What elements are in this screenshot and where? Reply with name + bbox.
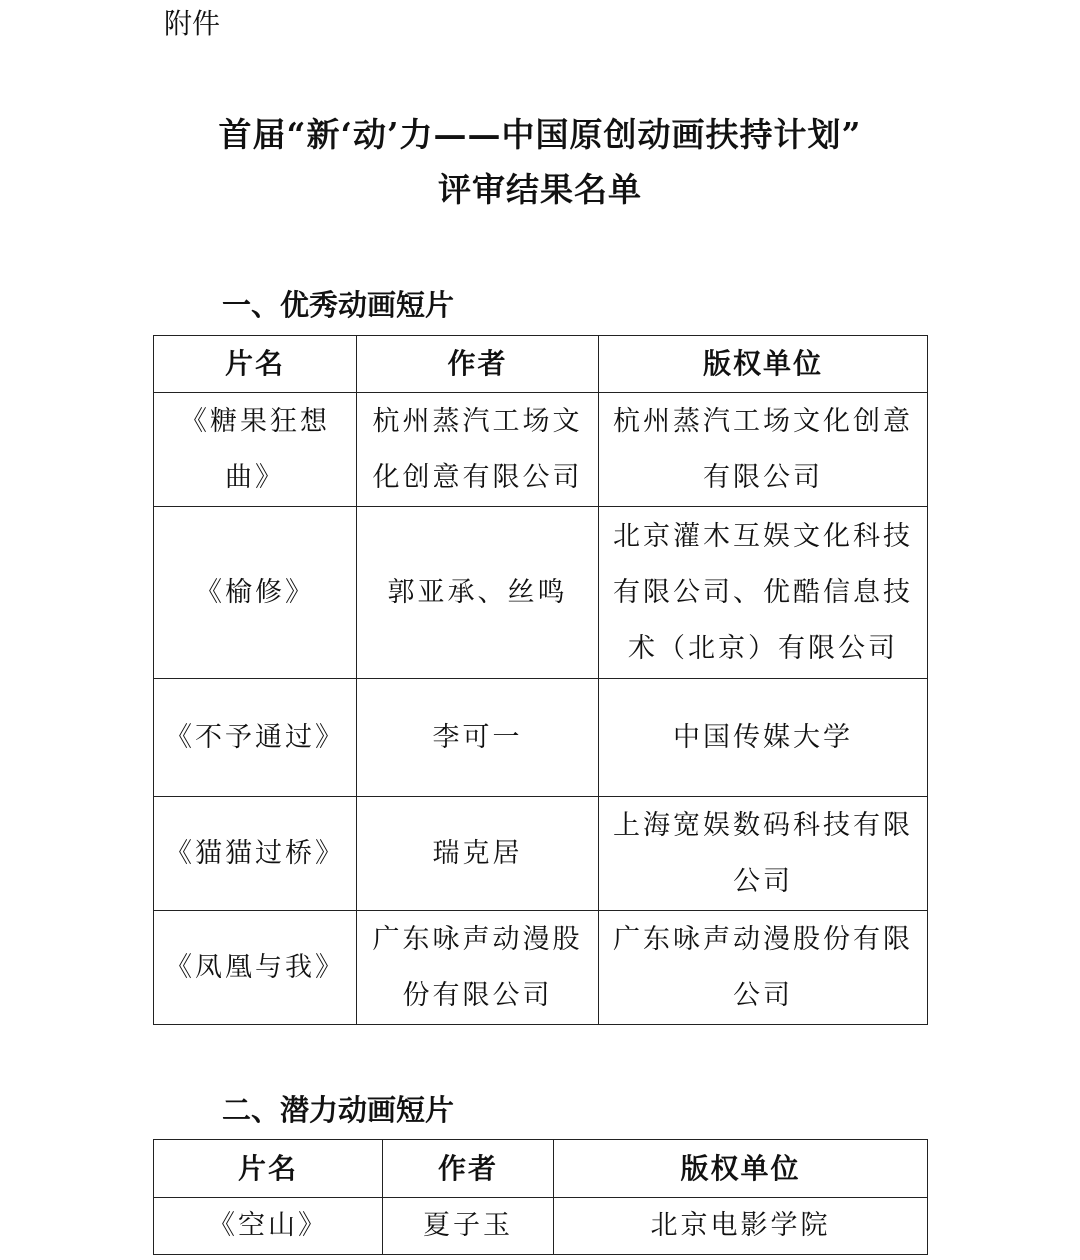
table-row	[154, 679, 928, 797]
cell-copyright: 上海宽娱数码科技有限公司	[599, 797, 928, 911]
excellent-shorts-table	[153, 335, 928, 1025]
cell-author: 夏子玉	[383, 1198, 554, 1255]
table-row	[154, 911, 928, 1025]
document-title-line-1: 首届“新‘动’力——中国原创动画扶持计划”	[218, 115, 862, 154]
cell-copyright: 北京电影学院	[554, 1198, 928, 1255]
cell-title: 《猫猫过桥》	[154, 797, 357, 911]
column-header-title: 片名	[154, 1140, 383, 1198]
cell-author: 李可一	[357, 679, 599, 797]
table-header-row	[154, 1140, 928, 1198]
table-row	[154, 507, 928, 679]
cell-copyright: 北京灌木互娱文化科技有限公司、优酷信息技术（北京）有限公司	[599, 507, 928, 679]
cell-title: 《不予通过》	[154, 679, 357, 797]
cell-title: 《榆修》	[154, 507, 357, 679]
table-row	[154, 393, 928, 507]
cell-copyright: 杭州蒸汽工场文化创意有限公司	[599, 393, 928, 507]
section-heading-excellent: 一、优秀动画短片	[222, 288, 455, 322]
cell-author: 杭州蒸汽工场文化创意有限公司	[357, 393, 599, 507]
attachment-label: 附件	[164, 7, 221, 40]
table-row	[154, 1198, 928, 1255]
cell-title: 《糖果狂想曲》	[154, 393, 357, 507]
cell-title: 《凤凰与我》	[154, 911, 357, 1025]
table-row	[154, 797, 928, 911]
document-title-line-2: 评审结果名单	[438, 170, 642, 209]
cell-copyright: 广东咏声动漫股份有限公司	[599, 911, 928, 1025]
column-header-title: 片名	[154, 336, 357, 393]
cell-author: 郭亚承、丝鸣	[357, 507, 599, 679]
cell-copyright: 中国传媒大学	[599, 679, 928, 797]
column-header-copyright: 版权单位	[554, 1140, 928, 1198]
column-header-copyright: 版权单位	[599, 336, 928, 393]
potential-shorts-table	[153, 1139, 928, 1255]
cell-author: 广东咏声动漫股份有限公司	[357, 911, 599, 1025]
section-heading-potential: 二、潜力动画短片	[222, 1093, 455, 1127]
cell-author: 瑞克居	[357, 797, 599, 911]
cell-title: 《空山》	[154, 1198, 383, 1255]
column-header-author: 作者	[383, 1140, 554, 1198]
column-header-author: 作者	[357, 336, 599, 393]
table-header-row	[154, 336, 928, 393]
